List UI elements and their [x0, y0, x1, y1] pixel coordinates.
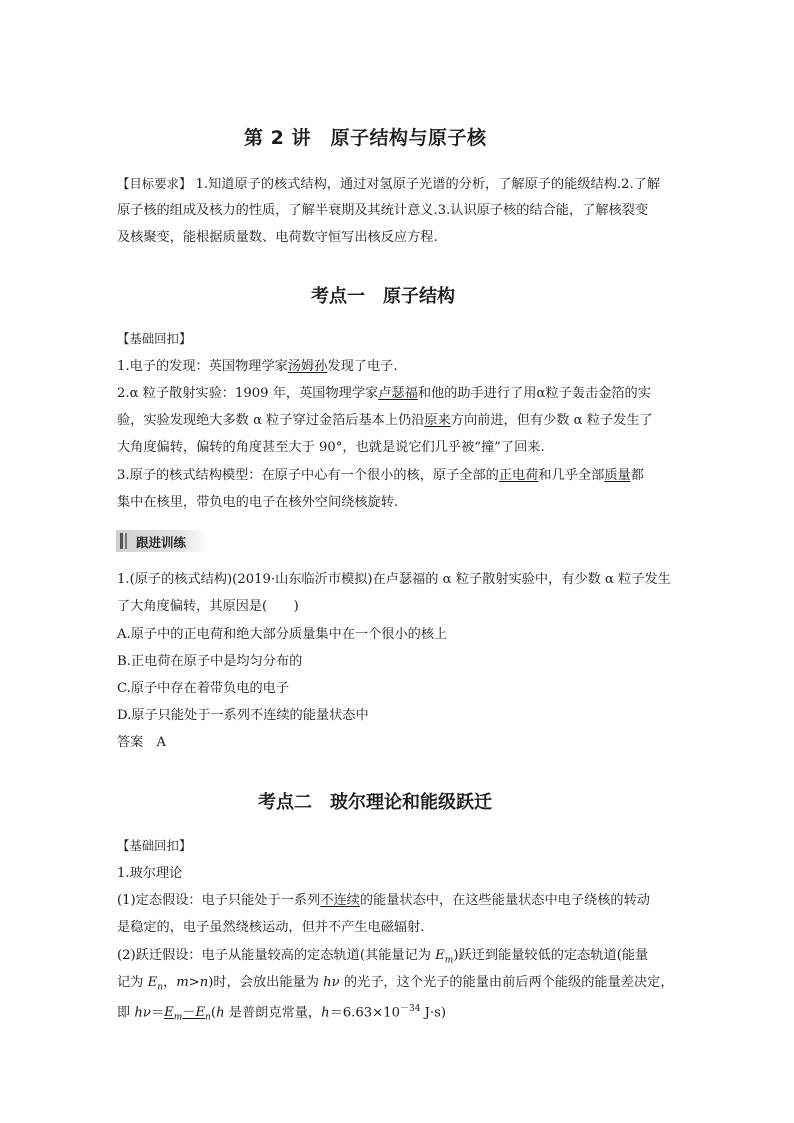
underlined-term: 正电荷: [498, 468, 539, 483]
text: (1)定态假设：电子只能处于一系列: [117, 893, 321, 908]
goal-line-3: 及核聚变，能根据质量数、电荷数守恒写出核反应方程.: [117, 230, 438, 245]
section-2-heading: 考点二 玻尔理论和能级跃迁: [258, 792, 492, 813]
question-line-1: 1.(原子的核式结构)(2019·山东临沂市模拟)在卢瑟福的 α 粒子散射实验中，有少数 α 粒子发生: [117, 572, 671, 587]
text: )跃迁到能量较低的定态轨道(能量: [453, 948, 649, 963]
s1-p2-line-2: [117, 407, 653, 434]
energy-symbol: E: [435, 948, 445, 963]
text: 的能量状态中，在这些能量状态中电子绕核的转动: [359, 893, 650, 908]
option-b: B.正电荷在原子中是均匀分布的: [117, 654, 303, 669]
energy-symbol: E: [147, 975, 158, 990]
text: 是普朗克常量，: [224, 1005, 322, 1021]
energy-symbol: E: [164, 1005, 174, 1021]
energy-difference: [164, 1005, 211, 1024]
subscript: n: [157, 982, 164, 993]
variable: hν: [134, 1005, 151, 1021]
option-a: A.原子中的正电荷和绝大部分质量集中在一个很小的核上: [117, 627, 448, 642]
text: ，: [163, 975, 177, 990]
variable: hν: [323, 975, 340, 990]
text: 1.电子的发现：英国物理学家: [117, 359, 288, 374]
goal-text-1: 1.知道原子的核式结构，通过对氢原子光谱的分析，了解原子的能级结构.2.了解: [191, 177, 661, 192]
variable: n: [199, 975, 209, 990]
variable: m: [176, 975, 189, 990]
bohr-theory-item: 1.玻尔理论: [117, 866, 183, 881]
text: (: [210, 1005, 217, 1021]
text: J·s): [420, 1005, 447, 1021]
text: (2)跃迁假设：电子从能量较高的定态轨道(其能量记为: [117, 948, 436, 963]
s1-p1: [117, 353, 398, 380]
variable: h: [216, 1005, 225, 1021]
energy-symbol: E: [195, 1005, 206, 1021]
text: 和几乎全部: [538, 468, 605, 483]
text: 3.原子的核式结构模型：在原子中心有一个很小的核，原子全部的: [117, 468, 499, 483]
badge-bar: [125, 533, 127, 549]
superscript: －34: [399, 1004, 421, 1014]
underlined-term: 原来: [424, 413, 451, 428]
option-c: C.原子中存在着带负电的电子: [117, 681, 290, 696]
underlined-term: 质量: [604, 468, 631, 483]
text: 发现了电子.: [327, 359, 398, 374]
text: ＝6.63×10: [329, 1005, 400, 1021]
s2-p2-line-3: [117, 996, 446, 1032]
text: 验，实验发现绝大多数 α 粒子穿过金箔后基本上仍沿: [117, 413, 425, 428]
text: ＝: [150, 1005, 165, 1021]
text: 方向前进，但有少数 α 粒子发生了: [450, 413, 653, 428]
s1-p2-line-3: 大角度偏转，偏转的角度甚至大于 90°，也就是说它们几乎被“撞”了回来.: [117, 440, 545, 455]
text: －: [182, 1005, 196, 1021]
underlined-term: 不连续: [320, 893, 360, 908]
subscript: m: [444, 955, 454, 966]
page-title: 第 2 讲 原子结构与原子核: [244, 127, 487, 149]
section-2-subhead: 【基础回扣】: [117, 838, 192, 853]
option-d: D.原子只能处于一系列不连续的能量状态中: [117, 708, 369, 723]
text: )时，会放出能量为: [208, 975, 324, 990]
text: >: [188, 975, 200, 990]
practice-badge: [116, 530, 208, 552]
goal-line-2: 原子核的组成及核力的性质，了解半衰期及其统计意义.3.认识原子核的结合能，了解核裂变: [117, 203, 649, 218]
text: 都: [630, 468, 644, 483]
underlined-term: 汤姆孙: [287, 359, 328, 374]
underlined-term: 卢瑟福: [378, 386, 418, 401]
s1-p3-line-2: 集中在核里，带负电的电子在核外空间绕核旋转.: [117, 495, 399, 510]
variable: h: [321, 1005, 330, 1021]
goal-tag: 【目标要求】: [117, 176, 192, 191]
subscript: n: [205, 1013, 211, 1024]
answer: 答案 A: [117, 735, 167, 750]
text: 和他的助手进行了用α粒子轰击金箔的实: [417, 386, 651, 401]
text: 即: [117, 1005, 135, 1021]
text: 2.α 粒子散射实验：1909 年，英国物理学家: [117, 386, 379, 401]
text: 记为: [117, 975, 148, 990]
s2-p1-line-1: [117, 887, 650, 914]
s1-p3-line-1: [117, 462, 644, 489]
text: 的光子，这个光子的能量由前后两个能级的能量差决定，: [339, 975, 674, 990]
badge-label: 跟进训练: [136, 535, 187, 550]
badge-bar: [120, 533, 123, 549]
section-1-heading: 考点一 原子结构: [311, 286, 455, 307]
question-line-2: 了大角度偏转，其原因是( ): [117, 599, 299, 614]
s1-p2-line-1: [117, 380, 651, 407]
section-1-subhead: 【基础回扣】: [117, 331, 192, 346]
s2-p1-line-2: 是稳定的，电子虽然绕核运动，但并不产生电磁辐射.: [117, 920, 425, 935]
subscript: m: [173, 1013, 183, 1024]
goal-line-1: [117, 170, 660, 198]
